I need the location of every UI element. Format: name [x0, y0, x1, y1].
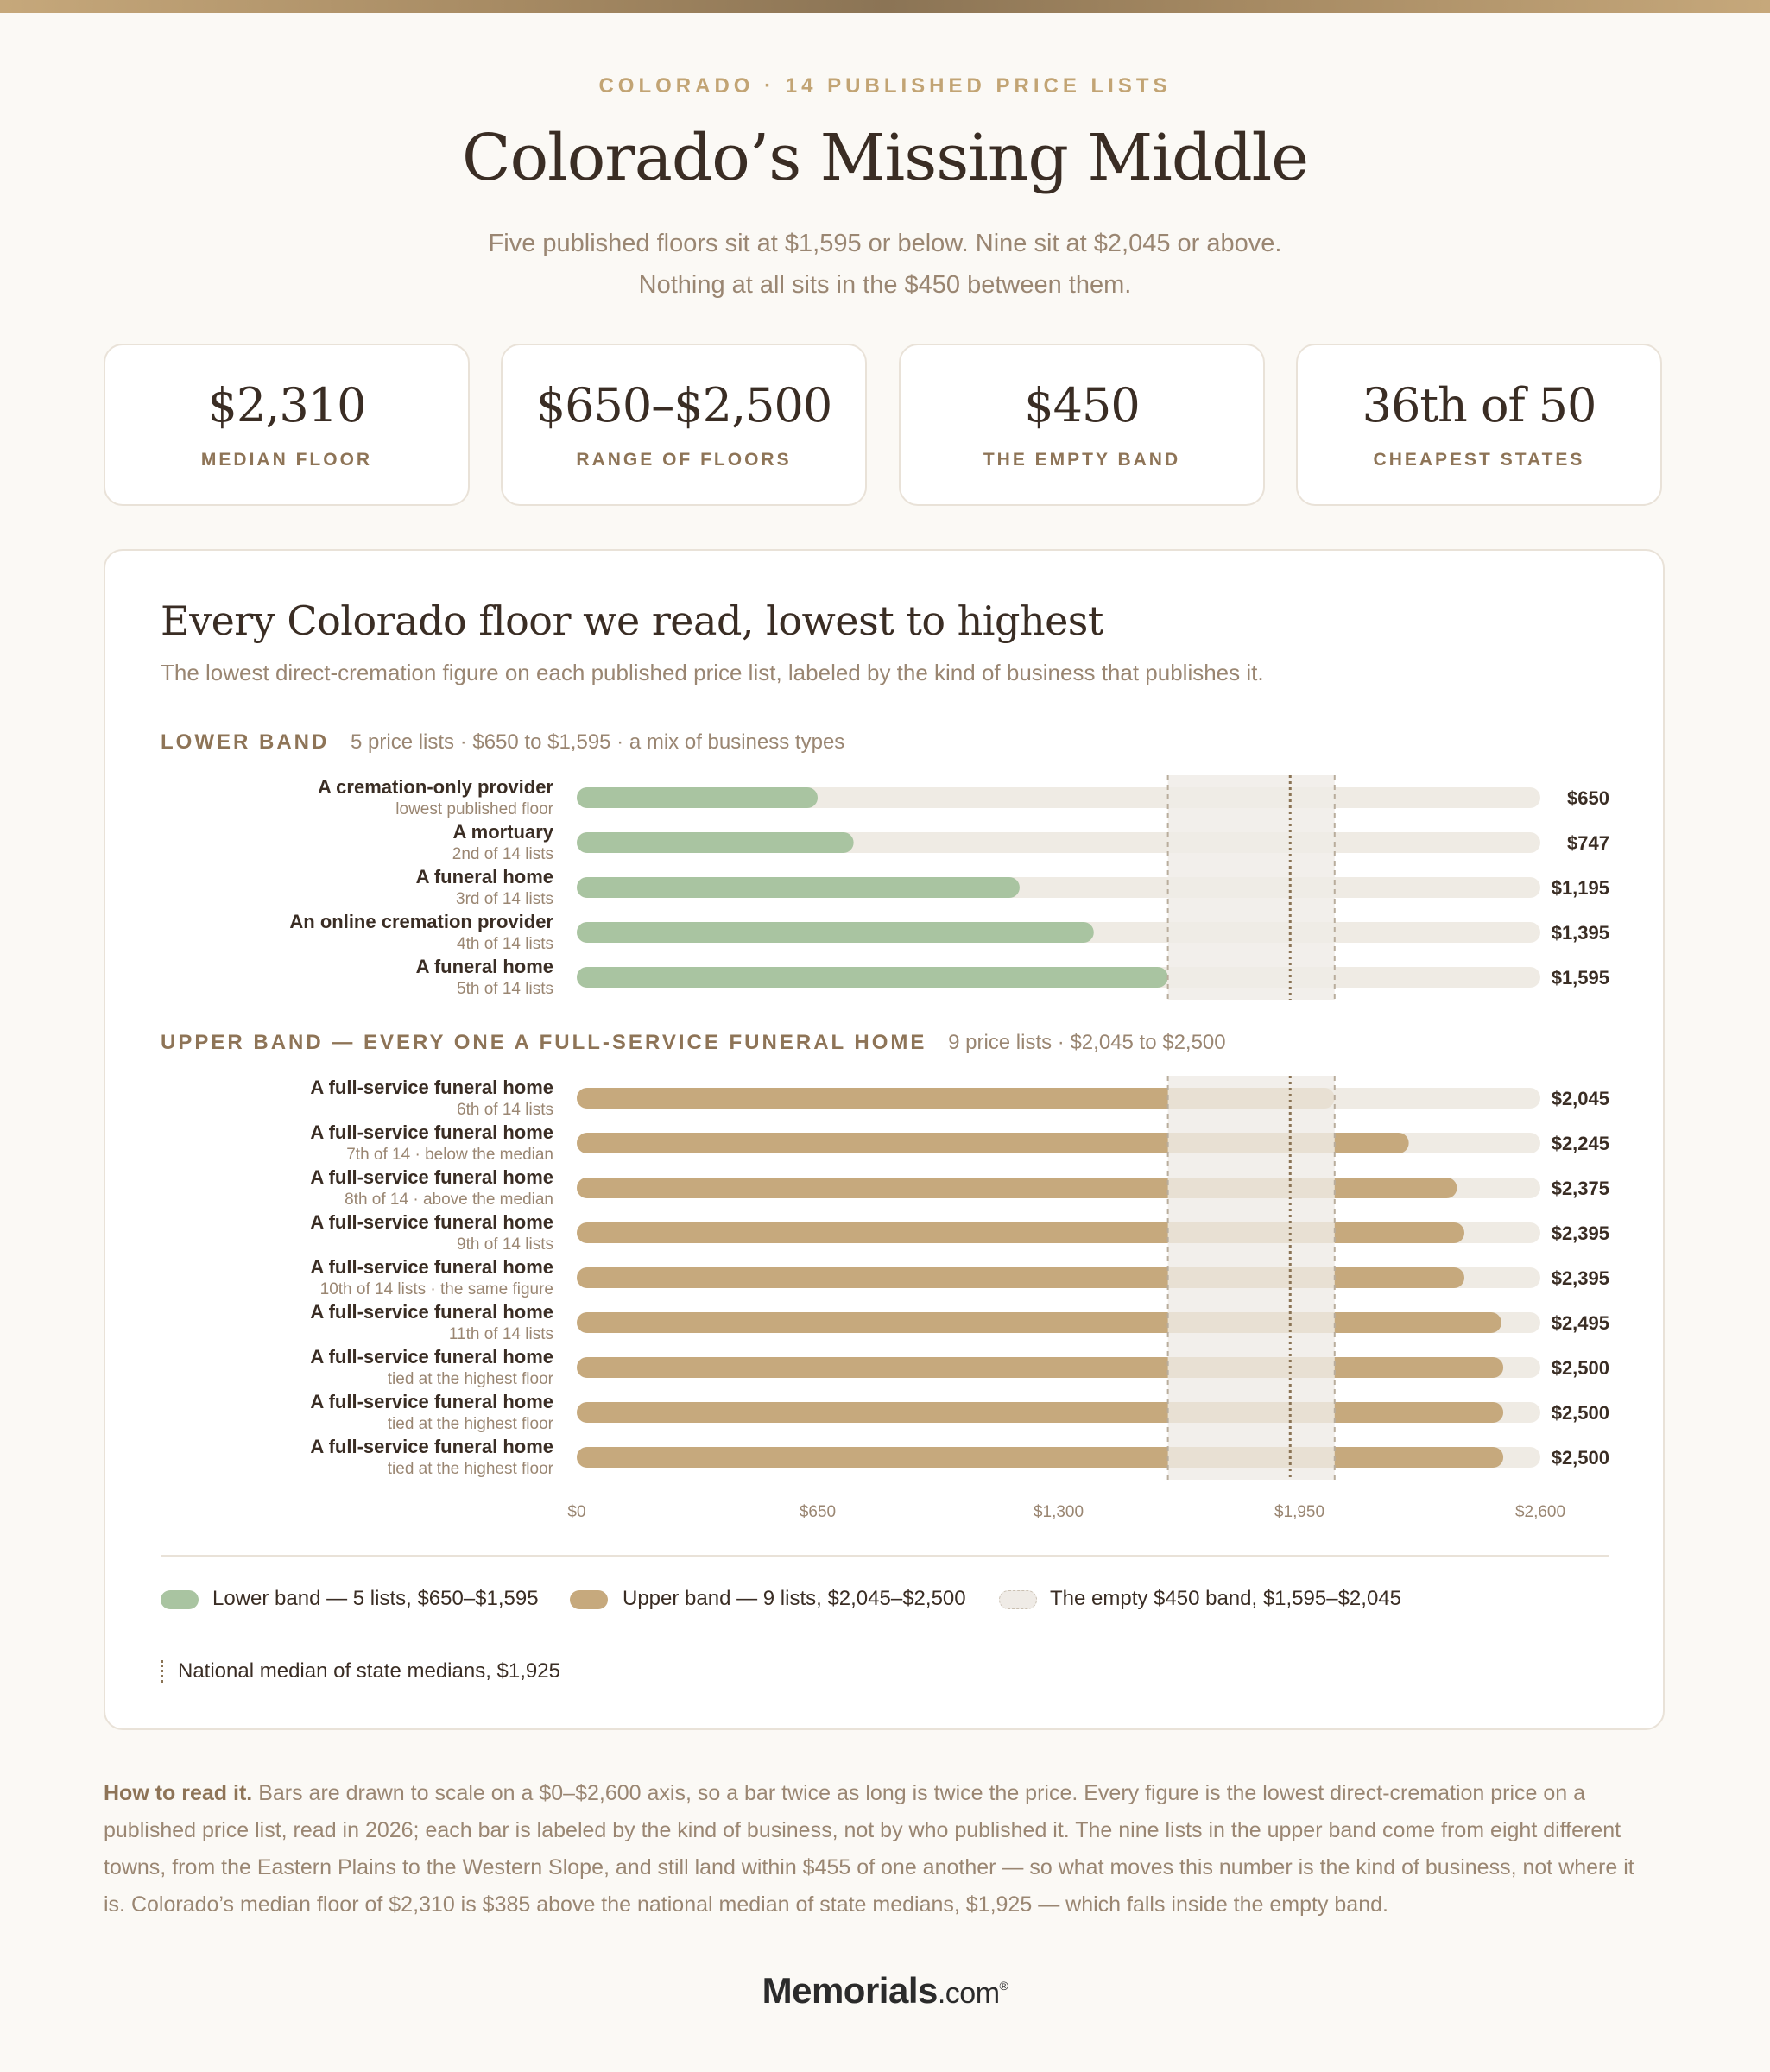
bar-sublabel: 4th of 14 lists [457, 935, 553, 953]
bar-value-label: $2,500 [1551, 1402, 1609, 1424]
legend-label-empty: The empty $450 band, $1,595–$2,045 [1050, 1587, 1401, 1610]
footnote [104, 1775, 1658, 1924]
stat-label: RANGE OF FLOORS [576, 450, 792, 470]
x-tick-label: $0 [567, 1503, 586, 1521]
bar-value-label: $2,495 [1551, 1312, 1609, 1334]
bar [577, 1447, 1503, 1468]
bar-value-label: $1,395 [1551, 922, 1609, 944]
bar-value-label: $2,245 [1551, 1133, 1609, 1154]
legend-swatch-upper [570, 1590, 608, 1609]
bar [577, 922, 1094, 943]
stat-label: THE EMPTY BAND [983, 450, 1181, 470]
legend-swatch-empty [999, 1590, 1037, 1609]
bar-value-label: $747 [1567, 832, 1609, 854]
bar-category-label: A funeral home [415, 956, 553, 977]
logo-registered-mark: ® [999, 1979, 1008, 1993]
bar [577, 1357, 1503, 1378]
bar-category-label: A mortuary [452, 821, 553, 843]
bar-category-label: A full-service funeral home [310, 1077, 553, 1098]
bar [577, 1312, 1501, 1333]
lower-band-name: LOWER BAND [161, 730, 330, 754]
subtitle-line: Five published floors sit at $1,595 or below. Nine sit at $2,045 or above. [488, 230, 1282, 257]
bar-value-label: $1,195 [1551, 877, 1609, 899]
logo-suffix: .com [937, 1977, 1000, 2010]
chart-subtitle: The lowest direct-cremation figure on each published price list, labeled by the kind of business that publishes it. [161, 660, 1264, 685]
empty-band-region [1168, 775, 1335, 1000]
upper-band-description: 9 price lists · $2,045 to $2,500 [948, 1031, 1226, 1054]
bar-sublabel: 5th of 14 lists [457, 980, 553, 998]
legend-swatch-lower [161, 1590, 199, 1609]
subtitle-line: Nothing at all sits in the $450 between them. [638, 271, 1132, 299]
bar-sublabel: 9th of 14 lists [457, 1235, 553, 1254]
bar-category-label: A funeral home [415, 866, 553, 888]
bar-category-label: A full-service funeral home [310, 1436, 553, 1457]
bar [577, 967, 1168, 988]
bar [577, 832, 854, 853]
lower-band-description: 5 price lists · $650 to $1,595 · a mix of business types [351, 730, 845, 754]
bar-sublabel: tied at the highest floor [387, 1370, 553, 1388]
bar [577, 877, 1020, 898]
memorials-logo [0, 1970, 1770, 2012]
upper-band-name: UPPER BAND — EVERY ONE A FULL-SERVICE FUNERAL HOME [161, 1031, 927, 1054]
x-tick-label: $2,600 [1514, 1503, 1566, 1521]
bar-sublabel: 7th of 14 · below the median [346, 1146, 553, 1164]
chart-title: Every Colorado floor we read, lowest to highest [161, 597, 1103, 644]
stat-label: MEDIAN FLOOR [200, 450, 373, 470]
bar-sublabel: lowest published floor [395, 800, 553, 818]
bar-category-label: A full-service funeral home [310, 1391, 553, 1412]
legend-label-lower: Lower band — 5 lists, $650–$1,595 [212, 1587, 539, 1610]
bar-sublabel: 11th of 14 lists [448, 1325, 553, 1343]
legend-divider [161, 1555, 1609, 1557]
bar-sublabel: tied at the highest floor [387, 1415, 553, 1433]
legend-label-median: National median of state medians, $1,925 [178, 1659, 560, 1683]
bar-value-label: $2,395 [1551, 1222, 1609, 1244]
bar-sublabel: 10th of 14 lists · the same figure [319, 1280, 553, 1298]
x-tick-label: $1,950 [1274, 1503, 1325, 1521]
bar-category-label: A full-service funeral home [310, 1346, 553, 1368]
x-tick-label: $1,300 [1033, 1503, 1084, 1521]
bar-category-label: A full-service funeral home [310, 1166, 553, 1188]
bar-category-label: An online cremation provider [289, 911, 553, 932]
footnote-body: Bars are drawn to scale on a $0–$2,600 axis, so a bar twice as long is twice the price. Every figure is the lowest direct-cremation price on a published price list, read in 2026; each bar is labeled by the kind of business, not by who published it. The nine lists in the upper band come from eight different towns, from the Eastern Plains to the Western Slope, and still land within $455 of one another — so what moves this number is the kind of business, not where it is. Colorado’s median floor of $2,310 is $385 above the national median of state medians, $1,925 — which falls inside the empty band. [104, 1781, 1634, 1917]
page-title: Colorado’s Missing Middle [461, 121, 1309, 195]
bar-sublabel: 3rd of 14 lists [456, 890, 553, 908]
stat-value: $650–$2,500 [535, 378, 832, 433]
bar-value-label: $2,045 [1551, 1088, 1609, 1109]
bar-value-label: $2,500 [1551, 1357, 1609, 1379]
bar-category-label: A full-service funeral home [310, 1121, 553, 1143]
legend-swatch-median [161, 1660, 163, 1683]
bar-sublabel: 6th of 14 lists [457, 1101, 553, 1119]
bar-value-label: $2,395 [1551, 1267, 1609, 1289]
bar-value-label: $1,595 [1551, 967, 1609, 989]
stat-value: 36th of 50 [1362, 378, 1596, 433]
footnote-lead: How to read it. [104, 1781, 253, 1805]
legend-label-upper: Upper band — 9 lists, $2,045–$2,500 [623, 1587, 966, 1610]
bar-category-label: A full-service funeral home [310, 1301, 553, 1323]
bar-category-label: A cremation-only provider [317, 776, 553, 798]
stat-value: $2,310 [207, 378, 366, 433]
bar-sublabel: 8th of 14 · above the median [345, 1191, 553, 1209]
bar [577, 787, 818, 808]
bar [577, 1402, 1503, 1423]
stat-value: $450 [1024, 378, 1140, 433]
bar-value-label: $650 [1567, 787, 1609, 809]
empty-band-region [1168, 1076, 1335, 1480]
bar-value-label: $2,500 [1551, 1447, 1609, 1469]
eyebrow: COLORADO · 14 PUBLISHED PRICE LISTS [598, 74, 1172, 98]
stat-label: CHEAPEST STATES [1373, 450, 1585, 470]
x-tick-label: $650 [799, 1503, 837, 1521]
bar-category-label: A full-service funeral home [310, 1256, 553, 1278]
logo-wordmark: Memorials [762, 1970, 938, 2011]
bar-sublabel: 2nd of 14 lists [452, 845, 553, 863]
bar-value-label: $2,375 [1551, 1178, 1609, 1199]
bar-category-label: A full-service funeral home [310, 1211, 553, 1233]
bar-sublabel: tied at the highest floor [387, 1460, 553, 1478]
